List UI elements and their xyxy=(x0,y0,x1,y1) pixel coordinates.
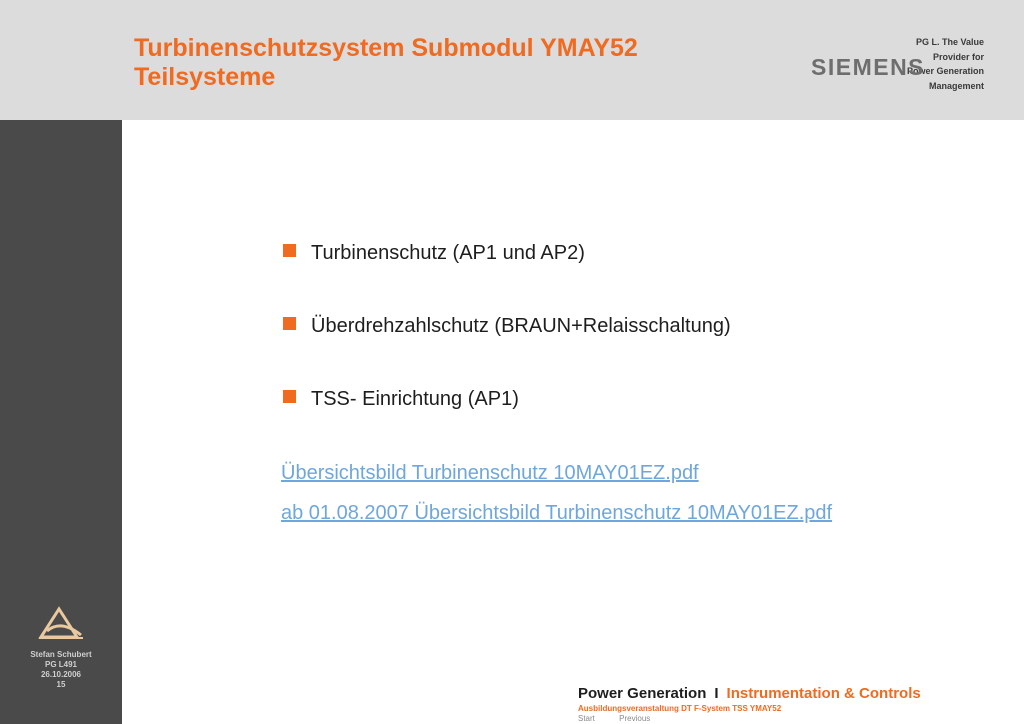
bullet-list xyxy=(283,241,731,460)
nav-previous-link[interactable]: Previous xyxy=(619,714,651,723)
bullet-square-icon xyxy=(283,317,296,330)
link-list xyxy=(281,461,832,541)
page-number: 15 xyxy=(56,680,66,689)
footer-separator: I xyxy=(714,685,719,702)
footer-title xyxy=(578,685,921,703)
tagline-line: Power Generation xyxy=(906,66,984,76)
footer-title-main: Power Generation xyxy=(578,685,707,702)
title-line-1: Turbinenschutzsystem Submodul YMAY52 xyxy=(134,34,638,62)
list-item xyxy=(283,387,731,460)
bullet-text: TSS- Einrichtung (AP1) xyxy=(311,388,519,410)
bullet-square-icon xyxy=(283,244,296,257)
siemens-logo: SIEMENS xyxy=(811,54,926,80)
overview-pdf-link[interactable]: Übersichtsbild Turbinenschutz 10MAY01EZ.pdf xyxy=(281,462,699,484)
nav-start-link[interactable]: Start xyxy=(578,714,595,723)
bullet-square-icon xyxy=(283,390,296,403)
footer-subtitle: Ausbildungsveranstaltung DT F-System TSS YMAY52 xyxy=(578,704,782,713)
title-line-2: Teilsysteme xyxy=(134,63,276,91)
author-info xyxy=(0,650,122,690)
pg-logo-icon xyxy=(37,605,85,641)
slide-nav xyxy=(578,714,672,724)
author-date: 26.10.2006 xyxy=(40,670,82,679)
bullet-text: Überdrehzahlschutz (BRAUN+Relaisschaltung) xyxy=(311,315,731,337)
bullet-text: Turbinenschutz (AP1 und AP2) xyxy=(311,242,585,264)
list-item xyxy=(283,314,731,387)
tagline-line: Provider for xyxy=(932,51,984,62)
author-dept: PG L491 xyxy=(44,660,77,669)
overview-pdf-link-2007[interactable]: ab 01.08.2007 Übersichtsbild Turbinenschutz 10MAY01EZ.pdf xyxy=(281,502,833,524)
author-name: Stefan Schubert xyxy=(30,650,92,659)
list-item xyxy=(283,241,731,314)
tagline-line: Management xyxy=(928,80,984,91)
page-title xyxy=(134,34,638,92)
footer-title-accent: Instrumentation & Controls xyxy=(726,685,921,702)
tagline-line: PG L. The Value xyxy=(915,37,984,47)
